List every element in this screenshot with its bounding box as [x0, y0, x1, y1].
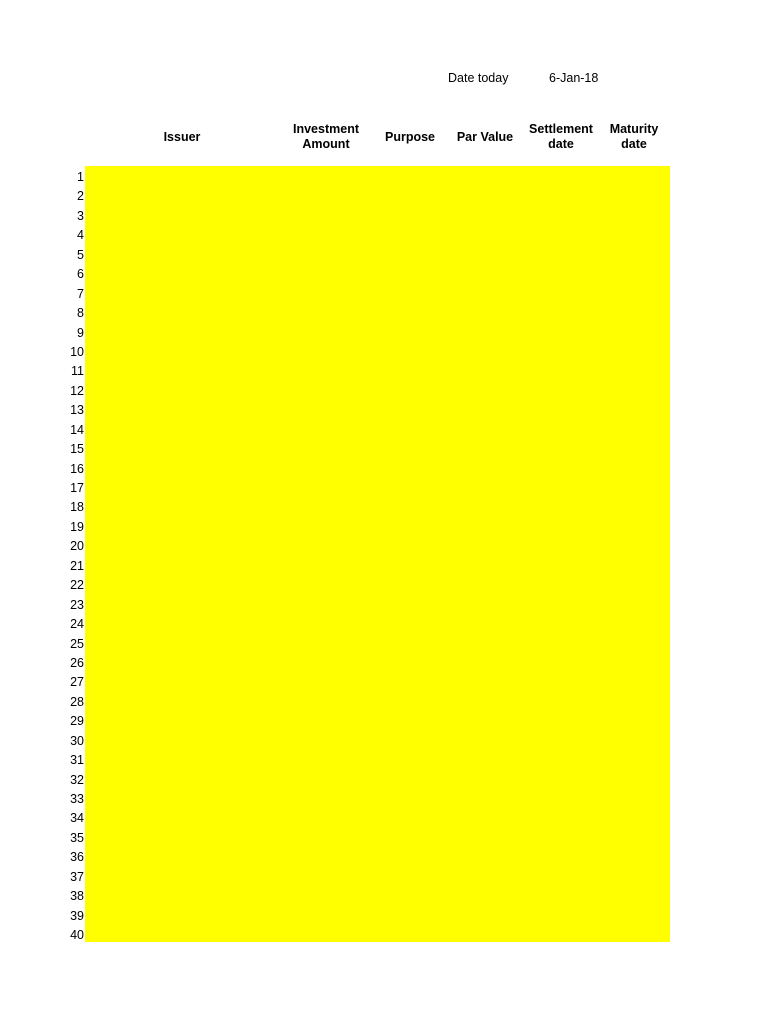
row-number: 7	[77, 286, 84, 301]
row-number: 10	[70, 344, 84, 359]
row-number: 8	[77, 306, 84, 321]
row-number: 14	[70, 422, 84, 437]
row-number: 24	[70, 617, 84, 632]
row-number: 38	[70, 889, 84, 904]
row-number: 4	[77, 228, 84, 243]
row-number: 27	[70, 675, 84, 690]
row-number: 37	[70, 869, 84, 884]
row-number: 3	[77, 208, 84, 223]
row-number: 30	[70, 733, 84, 748]
row-number-column	[56, 168, 84, 946]
row-number: 5	[77, 247, 84, 262]
row-number: 21	[70, 558, 84, 573]
row-number: 9	[77, 325, 84, 340]
row-number: 35	[70, 830, 84, 845]
row-number: 26	[70, 655, 84, 670]
row-number: 34	[70, 811, 84, 826]
row-number: 33	[70, 792, 84, 806]
column-header-investment-amount[interactable]: Investment Amount	[293, 122, 359, 151]
row-number: 15	[70, 442, 84, 457]
date-today-value[interactable]: 6-Jan-18	[549, 71, 599, 85]
row-number: 17	[70, 481, 84, 495]
row-number: 28	[70, 694, 84, 709]
row-number: 20	[70, 539, 84, 554]
row-number: 2	[77, 189, 84, 204]
row-number: 12	[70, 383, 84, 398]
row-number: 32	[70, 772, 84, 787]
row-number: 31	[70, 753, 84, 768]
row-number: 25	[70, 636, 84, 651]
row-number: 13	[70, 403, 84, 418]
row-number: 19	[70, 519, 84, 534]
row-number: 18	[70, 500, 84, 515]
row-number: 36	[70, 850, 84, 865]
column-header-issuer[interactable]: Issuer	[163, 129, 201, 144]
row-number: 6	[77, 267, 84, 282]
row-number: 11	[71, 364, 84, 379]
column-header-purpose[interactable]: Purpose	[384, 129, 435, 144]
row-number: 22	[70, 578, 84, 593]
column-header-settlement-date[interactable]: Settlement date	[529, 122, 593, 151]
row-number: 23	[70, 597, 84, 612]
column-header-maturity-date[interactable]: Maturity date	[609, 122, 659, 151]
row-number: 16	[70, 461, 84, 476]
row-number: 39	[70, 908, 84, 923]
row-number: 1	[77, 170, 84, 184]
date-today-label: Date today	[448, 71, 509, 85]
column-header-par-value[interactable]: Par Value	[456, 129, 514, 144]
row-number: 29	[70, 714, 84, 729]
data-entry-area[interactable]	[85, 166, 670, 942]
row-number: 40	[70, 928, 84, 943]
